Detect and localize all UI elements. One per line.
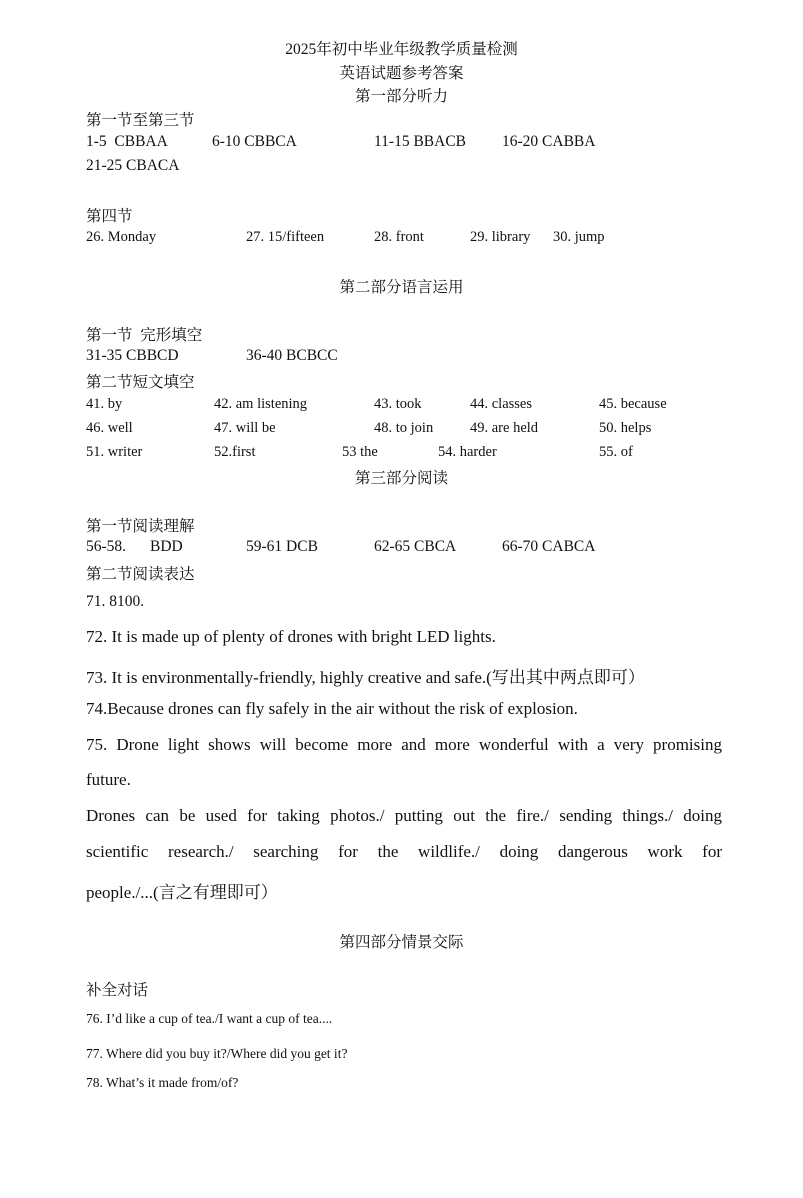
answer-77: 77. Where did you buy it?/Where did you get it? [86, 1046, 348, 1061]
part4-heading: 第四部分情景交际 [339, 934, 464, 951]
answer-item: 44. classes [470, 396, 533, 412]
answer-74: 74.Because drones can fly safely in the air without the risk of explosion. [86, 699, 578, 718]
answer-item: 28. front [374, 229, 424, 245]
answer-group: BDD [150, 538, 183, 555]
answer-group: 6-10 CBBCA [212, 133, 297, 150]
answer-item: 55. of [599, 444, 633, 460]
answer-group: 16-20 CABBA [502, 133, 596, 150]
answer-72: 72. It is made up of plenty of drones with bright LED lights. [86, 627, 496, 646]
answer-75-line: future. [86, 770, 131, 789]
answer-75-line: Drones can be used for taking photos./ putting out the fire./ sending things./ doing [86, 806, 722, 825]
part2-sec2-label: 第二节短文填空 [86, 374, 195, 391]
answer-item: 41. by [86, 396, 123, 412]
answer-75-line: people./...(言之有理即可） [86, 883, 278, 902]
answer-item: 52.first [214, 444, 256, 460]
answer-item: 51. writer [86, 444, 143, 460]
answer-75-line: 75. Drone light shows will become more and more wonderful with a very promising [86, 735, 722, 754]
answer-group: 11-15 BBACB [374, 133, 467, 150]
answer-75-line: scientific research./ searching for the wildlife./ doing dangerous work for [86, 842, 722, 861]
part3-sec1-label: 第一节阅读理解 [86, 518, 195, 535]
answer-item: 47. will be [214, 420, 276, 436]
answer-item: 46. well [86, 420, 133, 436]
answer-group: 59-61 DCB [246, 538, 318, 555]
part1-sec4-label: 第四节 [86, 208, 133, 225]
answer-item: 54. harder [438, 444, 497, 460]
answer-item: 30. jump [553, 229, 605, 245]
answer-item: 26. Monday [86, 229, 157, 245]
part1-heading: 第一部分听力 [354, 88, 448, 105]
part3-heading: 第三部分阅读 [354, 470, 448, 487]
answer-76: 76. I’d like a cup of tea./I want a cup of tea.... [86, 1011, 333, 1026]
answer-item: 48. to join [374, 420, 434, 436]
answer-group: 31-35 CBBCD [86, 347, 179, 364]
answer-78: 78. What’s it made from/of? [86, 1075, 239, 1090]
answer-item: 53 the [342, 444, 378, 460]
part2-sec1-label: 第一节 完形填空 [86, 327, 203, 344]
answer-group: 66-70 CABCA [502, 538, 596, 555]
answer-item: 45. because [599, 396, 667, 412]
answer-item: 49. are held [470, 420, 539, 436]
answer-group: 1-5 CBBAA [86, 133, 168, 150]
answer-group: 62-65 CBCA [374, 538, 457, 555]
part2-heading: 第二部分语言运用 [339, 279, 464, 296]
answer-item: 50. helps [599, 420, 652, 436]
answer-73: 73. It is environmentally-friendly, highly creative and safe.(写出其中两点即可） [86, 668, 645, 687]
answer-group: 36-40 BCBCC [246, 347, 338, 364]
part4-label: 补全对话 [86, 982, 149, 999]
answer-item: 42. am listening [214, 396, 308, 412]
answer-item: 43. took [374, 396, 422, 412]
answer-item: 27. 15/fifteen [246, 229, 325, 245]
answer-71: 71. 8100. [86, 593, 145, 610]
document-subtitle: 英语试题参考答案 [339, 65, 464, 82]
part1-sec1-3-label: 第一节至第三节 [86, 112, 195, 129]
answer-item: 29. library [470, 229, 531, 245]
document-title: 2025年初中毕业年级教学质量检测 [285, 41, 518, 58]
part3-sec2-label: 第二节阅读表达 [86, 566, 195, 583]
answer-group: 56-58. [86, 538, 127, 555]
answer-group: 21-25 CBACA [86, 157, 180, 174]
